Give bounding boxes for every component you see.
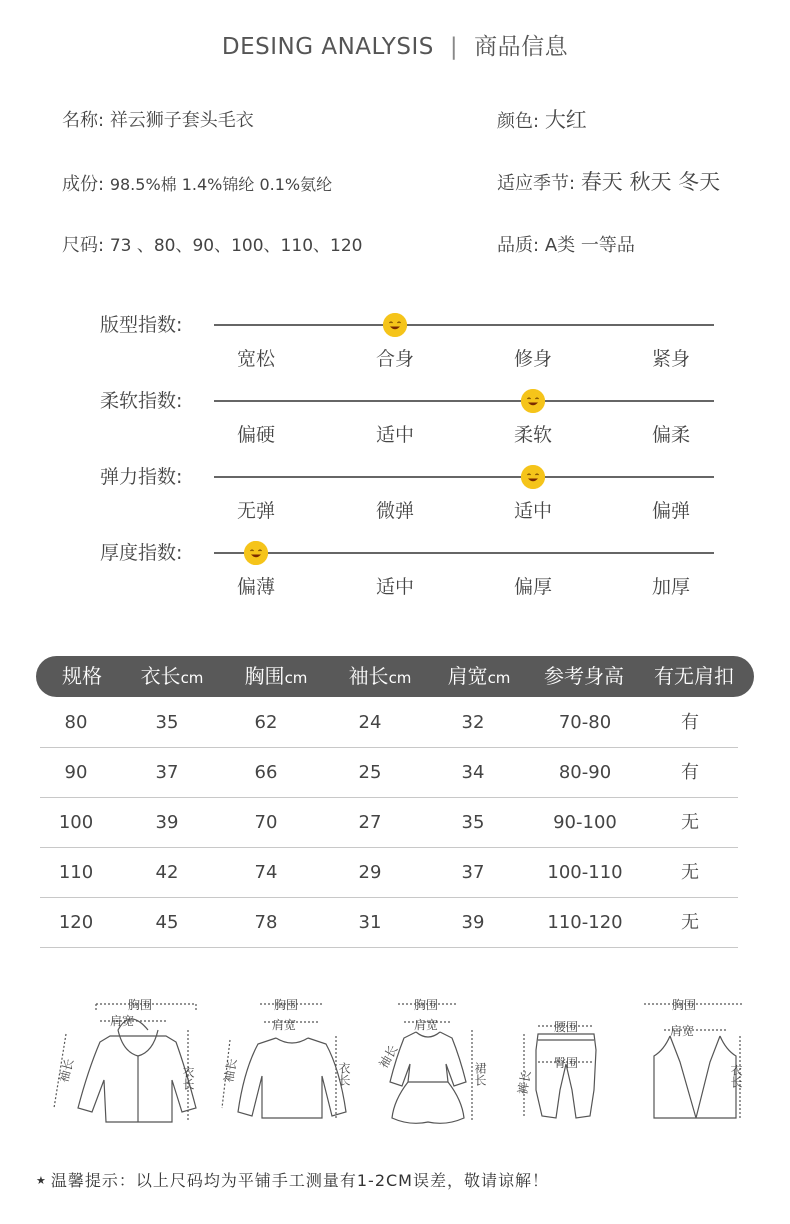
vest-diagram	[640, 990, 750, 1130]
index-option: 修身	[513, 348, 552, 370]
table-cell: 39	[155, 812, 179, 833]
color-value: 大红	[544, 108, 587, 132]
table-cell: 110-120	[547, 912, 623, 933]
table-cell: 45	[155, 912, 179, 933]
table-cell: 80-90	[558, 762, 612, 783]
index-option: 微弹	[375, 500, 414, 522]
table-row	[40, 898, 738, 948]
product-sizes	[62, 231, 362, 257]
name-label: 名称:	[62, 110, 105, 131]
table-cell: 34	[461, 762, 485, 783]
index-option: 适中	[513, 500, 552, 522]
product-quality	[497, 231, 635, 257]
index-row-softness	[0, 386, 790, 463]
hip-label: 臀围	[554, 1056, 579, 1070]
shoulder-label: 肩宽	[110, 1014, 135, 1028]
index-row-elasticity	[0, 462, 790, 539]
smiley-icon	[244, 541, 268, 565]
size-value: 73 、80、90、100、110、120	[109, 236, 363, 256]
table-cell: 42	[155, 862, 179, 883]
pants-length-label: 裤长	[515, 1069, 534, 1096]
table-cell: 100	[58, 812, 94, 833]
product-name	[62, 106, 254, 132]
index-option: 偏薄	[236, 576, 275, 598]
table-cell: 无	[681, 912, 699, 933]
table-cell: 31	[358, 912, 382, 933]
jacket-diagram	[48, 990, 198, 1130]
sizing-tip	[36, 1168, 549, 1191]
table-header-cell: 衣长cm	[140, 664, 204, 688]
table-cell: 74	[254, 862, 278, 883]
table-row	[40, 698, 738, 748]
table-cell: 35	[155, 712, 179, 733]
sleeve-label: 袖长	[376, 1042, 401, 1071]
product-season	[497, 166, 720, 196]
chest-label: 胸围	[274, 998, 299, 1012]
index-option: 宽松	[236, 348, 275, 370]
table-row	[40, 798, 738, 848]
product-composition	[62, 170, 332, 196]
smiley-icon	[521, 465, 545, 489]
table-header-cell: 参考身高	[544, 664, 624, 688]
index-option: 紧身	[651, 348, 690, 370]
table-cell: 100-110	[547, 862, 623, 883]
index-option: 偏柔	[651, 424, 690, 446]
sleeve-label: 袖长	[56, 1057, 77, 1085]
table-cell: 无	[681, 812, 699, 833]
index-row-thickness	[0, 538, 790, 615]
table-cell: 70-80	[558, 712, 612, 733]
composition-value: 98.5%棉 1.4%锦纶 0.1%氨纶	[109, 175, 333, 194]
quality-label: 品质:	[497, 235, 540, 256]
index-option: 合身	[375, 348, 414, 370]
table-cell: 37	[155, 762, 179, 783]
header-title-en: DESING ANALYSIS	[221, 34, 434, 60]
composition-label: 成份:	[62, 174, 105, 195]
pants-diagram	[514, 990, 614, 1130]
index-option: 适中	[375, 424, 414, 446]
sweater-diagram	[218, 990, 358, 1130]
table-header-cell: 规格	[62, 664, 102, 688]
index-option: 加厚	[651, 576, 690, 598]
index-option: 偏弹	[651, 500, 690, 522]
header-separator: |	[449, 34, 459, 60]
length-label: 衣长	[337, 1062, 351, 1086]
table-cell: 90-100	[553, 812, 617, 833]
table-cell: 90	[64, 762, 88, 783]
table-cell: 70	[254, 812, 278, 833]
index-track	[214, 552, 714, 554]
table-cell: 24	[358, 712, 382, 733]
shoulder-label: 肩宽	[414, 1018, 439, 1032]
table-cell: 无	[681, 862, 699, 883]
index-track	[214, 324, 714, 326]
season-value: 春天 秋天 冬天	[580, 170, 721, 194]
table-cell: 62	[254, 712, 278, 733]
length-label: 衣长	[729, 1064, 743, 1088]
table-cell: 110	[58, 862, 94, 883]
table-cell: 27	[358, 812, 382, 833]
dress-diagram	[376, 990, 486, 1130]
index-track	[214, 476, 714, 478]
table-row	[40, 748, 738, 798]
index-label: 厚度指数:	[100, 542, 183, 564]
color-label: 颜色:	[497, 111, 540, 132]
table-header-cell: 袖长cm	[348, 664, 412, 688]
table-cell: 37	[461, 862, 485, 883]
index-option: 偏硬	[236, 424, 275, 446]
product-color	[497, 104, 587, 134]
table-cell: 有	[681, 762, 699, 783]
chest-label: 胸围	[128, 998, 153, 1012]
table-cell: 32	[461, 712, 485, 733]
page-header	[0, 28, 790, 61]
index-option: 适中	[375, 576, 414, 598]
table-cell: 120	[58, 912, 94, 933]
table-cell: 39	[461, 912, 485, 933]
table-cell: 25	[358, 762, 382, 783]
smiley-icon	[521, 389, 545, 413]
index-option: 柔软	[513, 424, 552, 446]
table-cell: 35	[461, 812, 485, 833]
chest-label: 胸围	[414, 998, 439, 1012]
size-label: 尺码:	[62, 235, 105, 256]
table-cell: 66	[254, 762, 278, 783]
tip-text: 温馨提示：以上尺码均为平铺手工测量有1-2CM误差，敬请谅解！	[50, 1171, 549, 1190]
table-cell: 80	[64, 712, 88, 733]
header-title-cn: 商品信息	[474, 34, 569, 60]
index-row-fit	[0, 310, 790, 387]
size-table-header	[36, 656, 754, 697]
season-label: 适应季节:	[497, 173, 576, 194]
index-label: 柔软指数:	[100, 390, 183, 412]
table-row	[40, 848, 738, 898]
index-option: 偏厚	[513, 576, 552, 598]
skirt-length-label: 裙长	[473, 1062, 487, 1086]
length-label: 衣长	[181, 1066, 195, 1090]
table-header-cell: 有无肩扣	[654, 664, 734, 688]
waist-label: 腰围	[554, 1020, 579, 1034]
star-icon: ★	[36, 1174, 47, 1187]
shoulder-label: 肩宽	[670, 1024, 695, 1038]
table-cell: 有	[681, 712, 699, 733]
index-option: 无弹	[236, 500, 275, 522]
sleeve-label: 袖长	[221, 1057, 240, 1084]
quality-value: A类 一等品	[544, 235, 635, 256]
index-label: 弹力指数:	[100, 466, 183, 488]
smiley-icon	[383, 313, 407, 337]
index-label: 版型指数:	[100, 314, 183, 336]
index-track	[214, 400, 714, 402]
table-header-cell: 肩宽cm	[447, 664, 511, 688]
shoulder-label: 肩宽	[272, 1018, 297, 1032]
chest-label: 胸围	[672, 998, 697, 1012]
table-cell: 78	[254, 912, 278, 933]
table-header-cell: 胸围cm	[244, 664, 308, 688]
name-value: 祥云狮子套头毛衣	[109, 110, 254, 131]
table-cell: 29	[358, 862, 382, 883]
